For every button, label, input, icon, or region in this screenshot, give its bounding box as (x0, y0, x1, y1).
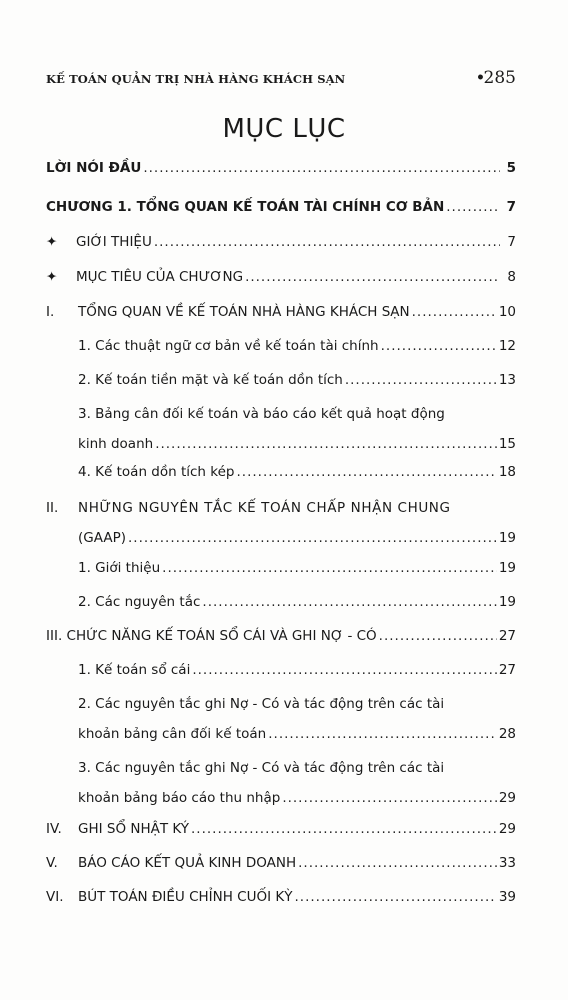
toc-entry[interactable] (46, 818, 516, 840)
toc-entry[interactable] (46, 301, 516, 323)
dot-leader (446, 196, 500, 218)
toc-entry[interactable] (78, 591, 516, 613)
page-title: MỤC LỤC (222, 114, 346, 144)
toc-entry-page: 29 (498, 790, 516, 806)
toc-entry-page: 27 (498, 662, 516, 678)
toc-entry-text: MỤC TIÊU CỦA CHƯƠNG (76, 269, 244, 285)
toc-entry-text: GIỚI THIỆU (76, 234, 152, 250)
toc-entry-text-line1: 3. Bảng cân đối kế toán và báo cáo kết quả hoạt động (78, 406, 445, 422)
toc-entry-text: 2. Các nguyên tắc (78, 594, 201, 610)
toc-entry[interactable] (46, 157, 516, 179)
toc-entry-text: 2. Kế toán tiền mặt và kế toán dồn tích (78, 372, 343, 388)
toc-entry-line1 (78, 693, 516, 715)
dot-leader (143, 157, 500, 179)
toc-entry-page: 19 (498, 594, 516, 610)
toc-entry-text: TỔNG QUAN VỀ KẾ TOÁN NHÀ HÀNG KHÁCH SẠN (78, 304, 410, 320)
toc-entry-page: 7 (506, 199, 516, 215)
toc-entry[interactable] (78, 557, 516, 579)
dot-leader (191, 818, 497, 840)
dot-leader (412, 301, 497, 323)
toc-entry-page: 39 (498, 889, 516, 905)
dot-leader (128, 527, 497, 549)
dot-leader (202, 591, 496, 613)
dot-leader (381, 335, 497, 357)
book-title: KẾ TOÁN QUẢN TRỊ NHÀ HÀNG KHÁCH SẠN (46, 72, 346, 86)
bullet-icon: • (476, 70, 485, 86)
dot-leader (154, 231, 500, 253)
toc-entry-text: LỜI NÓI ĐẦU (46, 160, 142, 176)
toc-entry-page: 19 (498, 530, 516, 546)
toc-entry-text: khoản bảng cân đối kế toán (78, 726, 267, 742)
toc-entry-page: 5 (506, 160, 516, 176)
toc-entry-page: 33 (498, 855, 516, 871)
toc-entry-text: 1. Các thuật ngữ cơ bản về kế toán tài chính (78, 338, 379, 354)
toc-entry-page: 13 (498, 372, 516, 388)
toc-entry-page: 28 (498, 726, 516, 742)
toc-entry[interactable] (78, 403, 516, 455)
toc-entry[interactable] (78, 693, 516, 745)
toc-entry-text: BÁO CÁO KẾT QUẢ KINH DOANH (78, 855, 297, 871)
toc-entry-page: 19 (498, 560, 516, 576)
toc-entry-page: 27 (498, 628, 516, 644)
toc-entry[interactable] (46, 852, 516, 874)
toc-entry-page: 10 (498, 304, 516, 320)
toc-entry-page: 8 (507, 269, 516, 285)
toc-entry-text: GHI SỔ NHẬT KÝ (78, 821, 190, 837)
section-numeral: V. (46, 855, 58, 871)
dot-leader (162, 557, 497, 579)
four-point-star-icon: ✦ (46, 234, 58, 250)
toc-entry-page: 12 (498, 338, 516, 354)
toc-entry-text-line1: 3. Các nguyên tắc ghi Nợ - Có và tác động trên các tài (78, 760, 445, 776)
dot-leader (379, 625, 497, 647)
page-number: 285 (483, 68, 516, 88)
toc-entry[interactable] (46, 886, 516, 908)
dot-leader (345, 369, 497, 391)
section-numeral: II. (46, 500, 59, 516)
toc-entry-line1 (78, 757, 516, 779)
toc-entry-text-line1: NHỮNG NGUYÊN TẮC KẾ TOÁN CHẤP NHẬN CHUNG (78, 500, 451, 516)
toc-entry[interactable] (46, 196, 516, 218)
section-numeral: I. (46, 304, 55, 320)
toc-entry[interactable] (46, 231, 516, 253)
running-header (46, 68, 516, 92)
toc-entry[interactable] (78, 461, 516, 483)
dot-leader (295, 886, 497, 908)
toc-entry-page: 18 (498, 464, 516, 480)
toc-entry[interactable] (78, 369, 516, 391)
toc-entry-text: CHƯƠNG 1. TỔNG QUAN KẾ TOÁN TÀI CHÍNH CƠ BẢN (46, 199, 445, 215)
dot-leader (298, 852, 497, 874)
toc-entry-text: khoản bảng báo cáo thu nhập (78, 790, 281, 806)
toc-entry-line1 (78, 403, 516, 425)
toc-entry[interactable] (78, 335, 516, 357)
toc-entry[interactable] (78, 757, 516, 809)
dot-leader (192, 659, 496, 681)
toc-entry-page: 15 (498, 436, 516, 452)
toc-entry-text: 1. Giới thiệu (78, 560, 161, 576)
toc-entry[interactable] (46, 497, 516, 549)
toc-entry[interactable] (46, 625, 516, 647)
toc-entry[interactable] (78, 659, 516, 681)
dot-leader (245, 266, 500, 288)
toc-entry-text-line1: 2. Các nguyên tắc ghi Nợ - Có và tác động trên các tài (78, 696, 445, 712)
dot-leader (155, 433, 497, 455)
section-numeral: VI. (46, 889, 64, 905)
toc-entry-page: 29 (498, 821, 516, 837)
dot-leader (237, 461, 497, 483)
dot-leader (282, 787, 497, 809)
toc-entry-text: (GAAP) (78, 530, 126, 546)
toc-entry-text: 4. Kế toán dồn tích kép (78, 464, 235, 480)
toc-entry-text: kinh doanh (78, 436, 154, 452)
dot-leader (268, 723, 497, 745)
toc-entry-text: III. CHỨC NĂNG KẾ TOÁN SỔ CÁI VÀ GHI NỢ - CÓ (46, 628, 377, 644)
toc-entry[interactable] (46, 266, 516, 288)
section-numeral: IV. (46, 821, 62, 837)
toc-entry-text: 1. Kế toán sổ cái (78, 662, 191, 678)
toc-entry-page: 7 (507, 234, 516, 250)
toc-entry-text: BÚT TOÁN ĐIỀU CHỈNH CUỐI KỲ (78, 889, 293, 905)
four-point-star-icon: ✦ (46, 269, 58, 285)
